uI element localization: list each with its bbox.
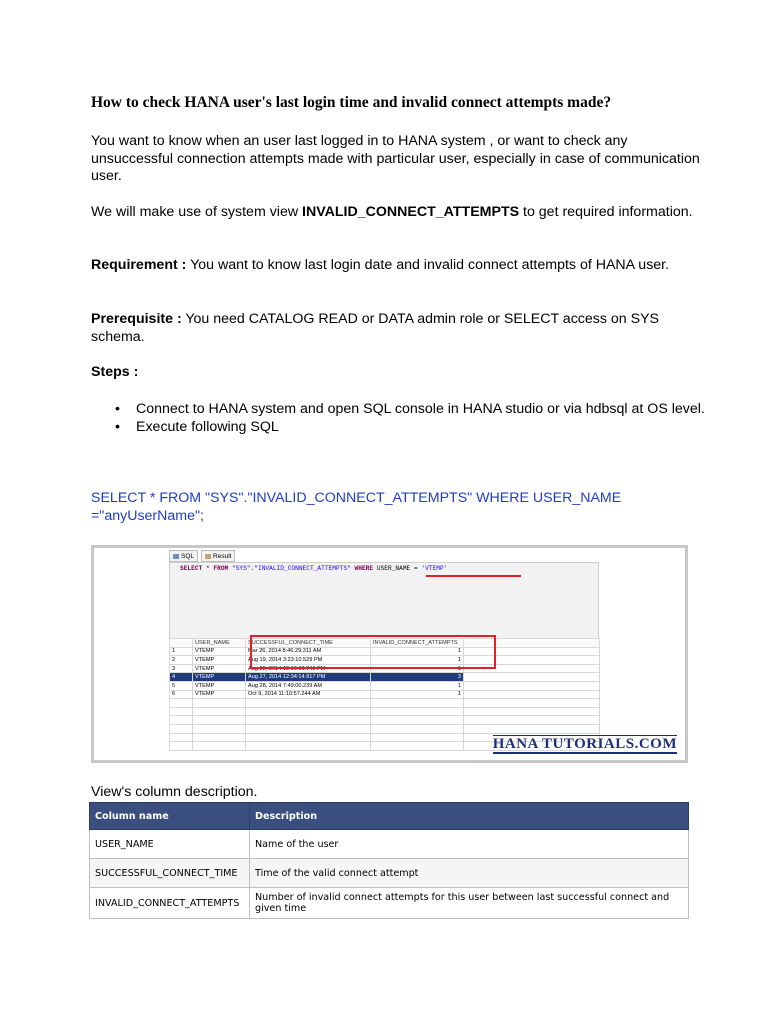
tab-result[interactable] — [201, 550, 235, 562]
cell-empty — [464, 673, 600, 682]
column-description-table — [89, 802, 689, 919]
view-text-after: to get required information. — [519, 204, 693, 220]
code-star: * — [202, 565, 214, 572]
cell-time: Aug 28, 2014 7:49:00.239 AM — [246, 681, 371, 690]
cell-index: 1 — [170, 647, 193, 656]
cell-attempts: 1 — [371, 681, 464, 690]
result-tab-icon — [205, 554, 211, 559]
code-from: FROM — [213, 565, 229, 572]
code-value: 'VTEMP' — [421, 565, 448, 572]
hana-studio-screenshot — [91, 545, 688, 763]
cell-empty — [464, 681, 600, 690]
cell-index: 6 — [170, 690, 193, 699]
requirement-label: Requirement : — [91, 257, 187, 273]
tab-sql[interactable] — [169, 550, 198, 562]
desc-cell-name: USER_NAME — [90, 830, 250, 859]
code-condition: USER_NAME = — [373, 565, 422, 572]
cell-user-name: VTEMP — [193, 673, 246, 682]
cell-index: 5 — [170, 681, 193, 690]
table-caption: View's column description. — [91, 784, 258, 800]
view-name: INVALID_CONNECT_ATTEMPTS — [302, 204, 520, 220]
cell-user-name: VTEMP — [193, 664, 246, 673]
cell-user-name: VTEMP — [193, 681, 246, 690]
brand-logo: HANA TUTORIALS.COM — [492, 736, 677, 752]
desc-cell-name: SUCCESSFUL_CONNECT_TIME — [90, 859, 250, 888]
cell-time: Mar 26, 2014 8:46:29.311 AM — [246, 647, 371, 656]
cell-attempts: 1 — [371, 690, 464, 699]
view-paragraph — [91, 204, 711, 222]
red-underline — [426, 575, 521, 577]
table-row — [90, 859, 689, 888]
sql-tab-icon — [173, 554, 179, 559]
cell-attempts: 1 — [371, 656, 464, 665]
cell-empty — [464, 690, 600, 699]
intro-paragraph: You want to know when an user last logged in to HANA system , or want to check any unsuccessful connection attempts made with particular user, especially in case of communication user. — [91, 133, 700, 184]
col-header-successful-connect-time[interactable]: SUCCESSFUL_CONNECT_TIME — [246, 639, 371, 648]
table-row-empty — [170, 716, 600, 725]
cell-time: Aug 27, 2014 12:34:14.917 PM — [246, 673, 371, 682]
table-row — [90, 830, 689, 859]
col-header-index[interactable] — [170, 639, 193, 648]
sql-code-line — [180, 565, 447, 572]
cell-index: 2 — [170, 656, 193, 665]
step-text: Execute following SQL — [136, 418, 279, 435]
cell-time: Aug 19, 2014 3:23:10.529 PM — [246, 656, 371, 665]
desc-header-column-name: Column name — [90, 803, 250, 830]
table-row[interactable] — [170, 690, 600, 699]
cell-attempts: 3 — [371, 673, 464, 682]
cell-index: 3 — [170, 664, 193, 673]
desc-cell-name: INVALID_CONNECT_ATTEMPTS — [90, 888, 250, 919]
list-item — [91, 419, 711, 437]
desc-cell-description: Number of invalid connect attempts for this user between last successful connect and given time — [250, 888, 689, 919]
cell-attempts: 1 — [371, 664, 464, 673]
bullet-icon: • — [115, 401, 120, 417]
prerequisite-paragraph — [91, 311, 711, 346]
list-item — [91, 401, 711, 419]
view-text-before: We will make use of system view — [91, 204, 303, 220]
sql-editor[interactable] — [169, 562, 599, 640]
red-highlight-box — [250, 635, 496, 669]
table-row — [90, 888, 689, 919]
desc-header-description: Description — [250, 803, 689, 830]
table-row-empty — [170, 707, 600, 716]
prerequisite-label: Prerequisite : — [91, 311, 182, 327]
cell-time: Oct 9, 2014 11:10:57.244 AM — [246, 690, 371, 699]
col-header-user-name[interactable]: USER_NAME — [193, 639, 246, 648]
code-table: "SYS"."INVALID_CONNECT_ATTEMPTS" — [228, 565, 355, 572]
steps-list — [91, 401, 711, 436]
prerequisite-text: You need CATALOG READ or DATA admin role or SELECT access on SYS schema. — [91, 311, 660, 345]
table-row-empty — [170, 699, 600, 708]
cell-index: 4 — [170, 673, 193, 682]
console-tabs — [169, 550, 235, 562]
cell-attempts: 1 — [371, 647, 464, 656]
cell-user-name: VTEMP — [193, 647, 246, 656]
steps-heading: Steps : — [91, 364, 139, 380]
tab-sql-label: SQL — [181, 552, 195, 560]
table-row[interactable] — [170, 681, 600, 690]
cell-user-name: VTEMP — [193, 656, 246, 665]
step-text: Connect to HANA system and open SQL console in HANA studio or via hdbsql at OS level. — [136, 401, 705, 417]
code-where: WHERE — [354, 565, 374, 572]
col-header-invalid-connect-attempts[interactable]: INVALID_CONNECT_ATTEMPTS — [371, 639, 464, 648]
cell-time: Aug 22, 2014 12:16:03.740 PM — [246, 664, 371, 673]
cell-user-name: VTEMP — [193, 690, 246, 699]
requirement-text: You want to know last login date and invalid connect attempts of HANA user. — [186, 257, 670, 273]
bullet-icon: • — [115, 418, 120, 435]
sql-statement: SELECT * FROM "SYS"."INVALID_CONNECT_ATTEMPTS" WHERE USER_NAME ="anyUserName"; — [91, 490, 622, 524]
desc-cell-description: Time of the valid connect attempt — [250, 859, 689, 888]
requirement-paragraph — [91, 257, 711, 275]
table-row-empty — [170, 724, 600, 733]
desc-header-row — [90, 803, 689, 830]
code-select: SELECT — [180, 565, 203, 572]
tab-result-label: Result — [213, 552, 232, 560]
page-title: How to check HANA user's last login time and invalid connect attempts made? — [91, 94, 612, 111]
desc-cell-description: Name of the user — [250, 830, 689, 859]
table-row-selected[interactable] — [170, 673, 600, 682]
